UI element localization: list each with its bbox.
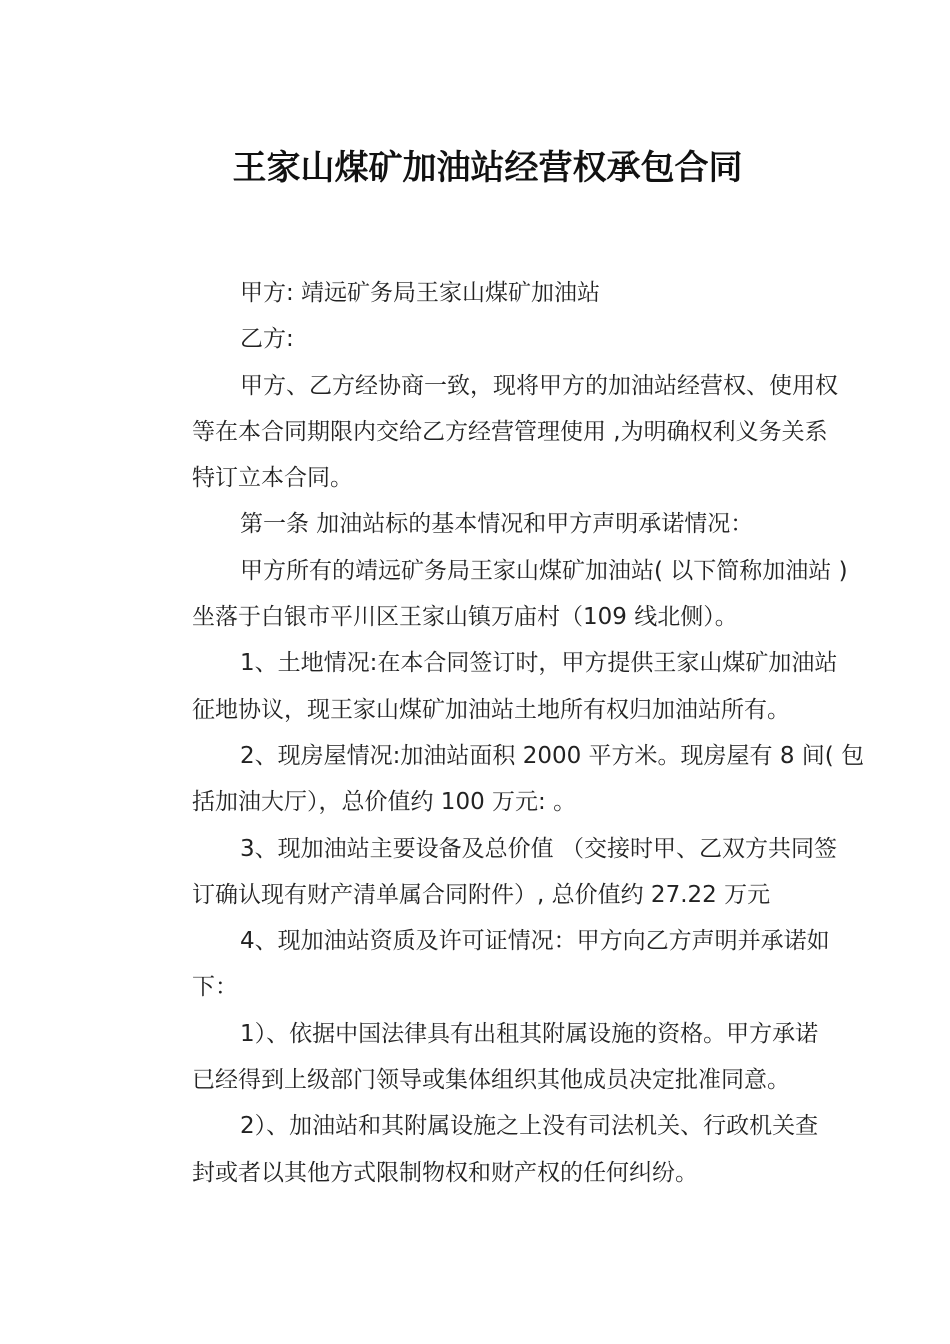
text-line: 括加油大厅），总价值约 100 万元: 。: [192, 789, 577, 816]
document-body: [144, 270, 865, 1196]
document-title: 王家山煤矿加油站经营权承包合同: [232, 148, 743, 188]
text-line: 3、现加油站主要设备及总价值 （交接时甲、乙双方共同签: [240, 835, 837, 862]
text-line: 2、现房屋情况:加油站面积 2000 平方米。现房屋有 8 间( 包: [240, 742, 865, 769]
text-line: 订确认现有财产清单属合同附件）, 总价值约 27.22 万元: [192, 881, 771, 908]
article-one-heading: [144, 501, 830, 547]
text-line: 下：: [192, 974, 238, 1001]
text-line: 特订立本合同。: [192, 465, 353, 492]
text-line: 1、土地情况:在本合同签订时，甲方提供王家山煤矿加油站: [240, 650, 838, 677]
text-line: 甲方所有的靖远矿务局王家山煤矿加油站( 以下简称加油站 ): [240, 557, 848, 584]
preamble-paragraph: [144, 363, 838, 502]
clause-1-paragraph: [144, 1011, 830, 1104]
party-b-line: [144, 316, 830, 362]
text-line: 2）、加油站和其附属设施之上没有司法机关、行政机关查: [240, 1113, 819, 1140]
text-line: 第一条 加油站标的基本情况和甲方声明承诺情况：: [240, 511, 754, 538]
text-line: 等在本合同期限内交给乙方经营管理使用 ,为明确权利义务关系: [192, 418, 828, 445]
text-line: 4、现加油站资质及许可证情况：甲方向乙方声明并承诺如: [240, 928, 830, 955]
clause-2-paragraph: [144, 1103, 830, 1196]
text-line: 已经得到上级部门领导或集体组织其他成员决定批准同意。: [192, 1067, 790, 1094]
text-line: 甲方、乙方经协商一致，现将甲方的加油站经营权、使用权: [240, 372, 838, 399]
building-paragraph: [144, 733, 865, 826]
text-line: 乙方:: [240, 326, 294, 353]
text-line: 封或者以其他方式限制物权和财产权的任何纠纷。: [192, 1159, 698, 1186]
equipment-paragraph: [144, 826, 837, 919]
text-line: 1）、依据中国法律具有出租其附属设施的资格。甲方承诺: [240, 1020, 819, 1047]
station-location-paragraph: [144, 548, 848, 641]
land-paragraph: [144, 640, 838, 733]
text-line: 甲方: 靖远矿务局王家山煤矿加油站: [240, 280, 601, 306]
license-paragraph: [144, 918, 830, 1011]
party-a-line: [144, 270, 830, 316]
text-line: 坐落于白银市平川区王家山镇万庙村（109 线北侧）。: [192, 604, 738, 631]
text-line: 征地协议，现王家山煤矿加油站土地所有权归加油站所有。: [192, 696, 790, 723]
